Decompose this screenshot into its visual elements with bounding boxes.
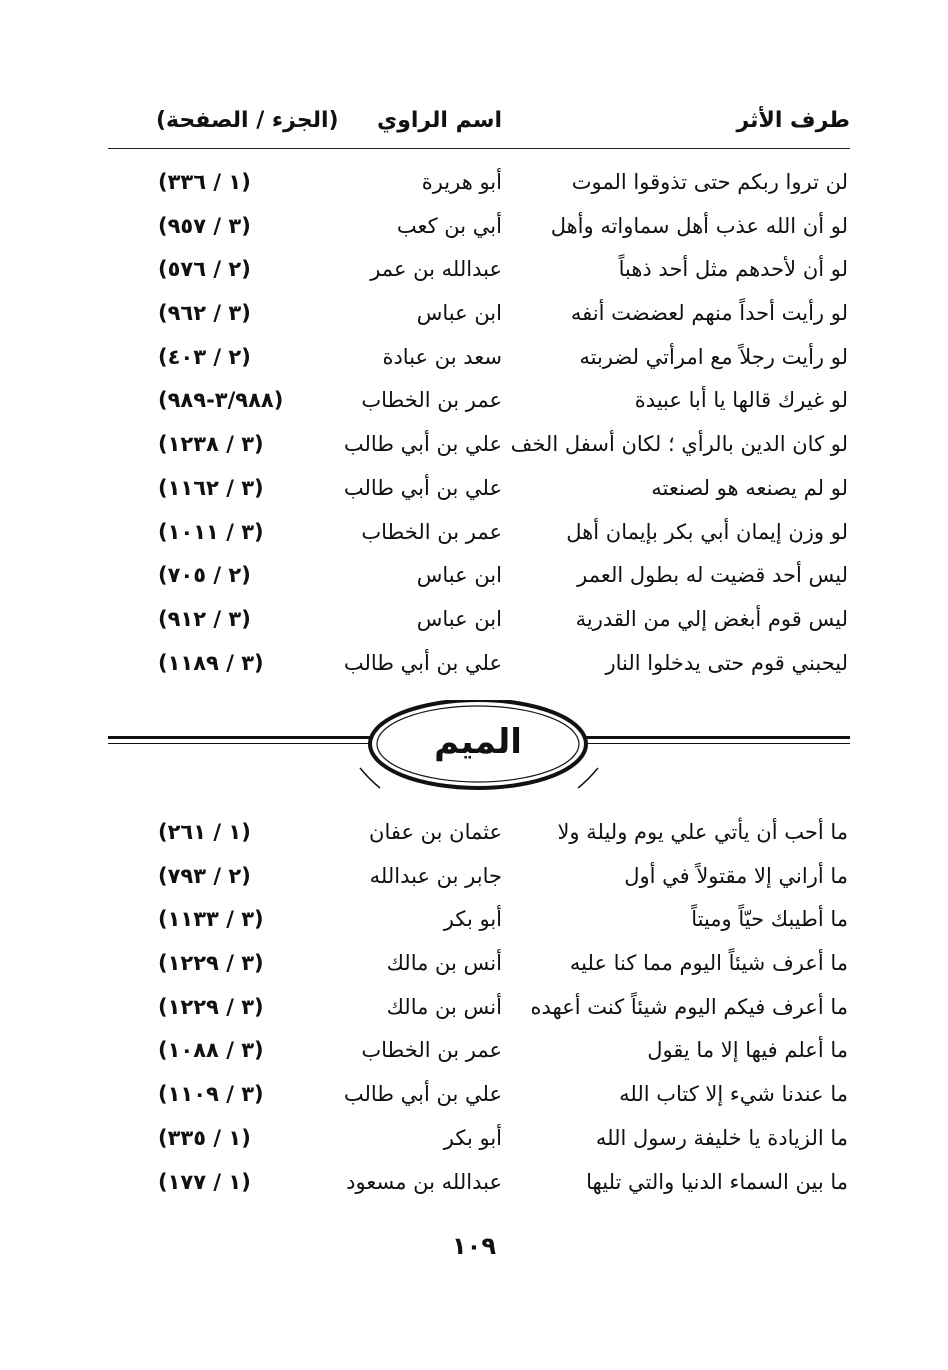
- table-row: [108, 512, 850, 556]
- table-row: [108, 424, 850, 468]
- page-number: ١٠٩: [452, 1232, 496, 1260]
- entry-narrator: عمر بن الخطاب: [361, 519, 502, 544]
- entry-narrator: ابن عباس: [416, 301, 502, 326]
- entry-list-mim: [108, 812, 850, 1205]
- entry-reference: (٣ / ١١٣٣): [158, 907, 264, 932]
- entry-phrase: ليس قوم أبغض إلي من القدرية: [575, 606, 848, 631]
- entry-reference: (١ / ٢٦١): [158, 820, 251, 844]
- table-header: [108, 108, 850, 148]
- entry-narrator: أنس بن مالك: [386, 994, 502, 1019]
- entry-phrase: ما أطيبك حيّاً وميتاً: [691, 907, 848, 932]
- entry-phrase: لن تروا ربكم حتى تذوقوا الموت: [571, 170, 848, 194]
- table-row: [108, 643, 850, 687]
- entry-narrator: ابن عباس: [416, 563, 502, 588]
- entry-reference: (٢ / ٤٠٣): [158, 344, 251, 369]
- entry-narrator: عبدالله بن عمر: [370, 257, 502, 282]
- table-row: [108, 555, 850, 599]
- table-row: [108, 162, 850, 206]
- entry-phrase: ما عندنا شيء إلا كتاب الله: [619, 1082, 848, 1107]
- header-reference: (الجزء / الصفحة): [156, 108, 339, 133]
- entry-phrase: ليس أحد قضيت له بطول العمر: [577, 563, 848, 588]
- entry-phrase: لو لم يصنعه هو لصنعته: [651, 475, 848, 500]
- entry-narrator: عمر بن الخطاب: [361, 388, 502, 413]
- entry-phrase: ما أعرف شيئاً اليوم مما كنا عليه: [569, 951, 848, 976]
- entry-narrator: عمر بن الخطاب: [361, 1038, 502, 1063]
- table-row: [108, 899, 850, 943]
- entry-narrator: علي بن أبي طالب: [343, 432, 502, 457]
- table-row: [108, 293, 850, 337]
- entry-reference: (٣ / ١٢٣٨): [158, 432, 264, 457]
- entry-reference: (٢ / ٥٧٦): [158, 257, 251, 282]
- entry-reference: (٢ / ٧٠٥): [158, 563, 251, 588]
- table-row: [108, 1074, 850, 1118]
- entry-narrator: أبو بكر: [443, 1125, 502, 1150]
- table-row: [108, 337, 850, 381]
- entry-phrase: لو كان الدين بالرأي ؛ لكان أسفل الخف: [510, 432, 848, 457]
- entry-phrase: لو غيرك قالها يا أبا عبيدة: [634, 388, 848, 413]
- entry-narrator: أبو هريرة: [421, 170, 502, 194]
- entry-phrase: ما أعرف فيكم اليوم شيئاً كنت أعهده: [530, 994, 848, 1019]
- entry-narrator: ابن عباس: [416, 606, 502, 631]
- entry-narrator: علي بن أبي طالب: [343, 475, 502, 500]
- entry-phrase: ليحبني قوم حتى يدخلوا النار: [605, 650, 848, 675]
- entry-narrator: عثمان بن عفان: [369, 820, 502, 844]
- entry-phrase: لو أن الله عذب أهل سماواته وأهل: [550, 213, 848, 238]
- table-row: [108, 812, 850, 856]
- section-title: الميم: [434, 722, 522, 762]
- table-row: [108, 206, 850, 250]
- entry-reference: (٣ / ٩١٢): [158, 606, 251, 631]
- table-row: [108, 599, 850, 643]
- entry-reference: (١ / ٣٣٦): [158, 170, 251, 194]
- entry-narrator: علي بن أبي طالب: [343, 1082, 502, 1107]
- table-row: [108, 1162, 850, 1206]
- entry-phrase: لو رأيت رجلاً مع امرأتي لضربته: [579, 344, 848, 369]
- entry-reference: (١ / ٣٣٥): [158, 1125, 251, 1150]
- table-row: [108, 1118, 850, 1162]
- section-heading: [108, 700, 850, 792]
- entry-narrator: عبدالله بن مسعود: [346, 1169, 502, 1194]
- entry-reference: (٣ / ١٠٨٨): [158, 1038, 264, 1063]
- table-row: [108, 856, 850, 900]
- table-row: [108, 943, 850, 987]
- entry-narrator: جابر بن عبدالله: [369, 863, 502, 888]
- table-row: [108, 1030, 850, 1074]
- header-phrase: طرف الأثر: [736, 108, 850, 133]
- table-row: [108, 249, 850, 293]
- entry-phrase: ما أعلم فيها إلا ما يقول: [647, 1038, 848, 1063]
- entry-reference: (٣ / ١١٨٩): [158, 650, 264, 675]
- entry-reference: (٣ / ١١٠٩): [158, 1082, 264, 1107]
- entry-phrase: ما الزيادة يا خليفة رسول الله: [595, 1125, 848, 1150]
- entry-reference: (٣/٩٨٨-٩٨٩): [158, 388, 284, 413]
- entry-narrator: سعد بن عبادة: [382, 344, 502, 369]
- entry-phrase: لو رأيت أحداً منهم لعضضت أنفه: [570, 301, 848, 326]
- entry-phrase: لو أن لأحدهم مثل أحد ذهباً: [618, 257, 848, 282]
- entry-list-lam: [108, 162, 850, 686]
- entry-narrator: أنس بن مالك: [386, 951, 502, 976]
- table-row: [108, 380, 850, 424]
- entry-reference: (٣ / ١٢٢٩): [158, 994, 264, 1019]
- header-narrator: اسم الراوي: [377, 108, 502, 133]
- entry-narrator: أبي بن كعب: [396, 213, 502, 238]
- entry-reference: (٣ / ٩٦٢): [158, 301, 251, 326]
- entry-narrator: علي بن أبي طالب: [343, 650, 502, 675]
- entry-reference: (١ / ١٧٧): [158, 1169, 251, 1194]
- header-divider: [108, 148, 850, 149]
- entry-reference: (٣ / ٩٥٧): [158, 213, 251, 238]
- entry-reference: (٣ / ١١٦٢): [158, 475, 264, 500]
- entry-reference: (٢ / ٧٩٣): [158, 863, 251, 888]
- table-row: [108, 468, 850, 512]
- entry-reference: (٣ / ١٢٢٩): [158, 951, 264, 976]
- entry-phrase: ما أراني إلا مقتولاً في أول: [624, 863, 848, 888]
- entry-reference: (٣ / ١٠١١): [158, 519, 264, 544]
- entry-phrase: ما أحب أن يأتي علي يوم وليلة ولا: [557, 820, 848, 844]
- entry-phrase: لو وزن إيمان أبي بكر بإيمان أهل: [566, 519, 848, 544]
- table-row: [108, 987, 850, 1031]
- entry-narrator: أبو بكر: [443, 907, 502, 932]
- entry-phrase: ما بين السماء الدنيا والتي تليها: [586, 1169, 848, 1194]
